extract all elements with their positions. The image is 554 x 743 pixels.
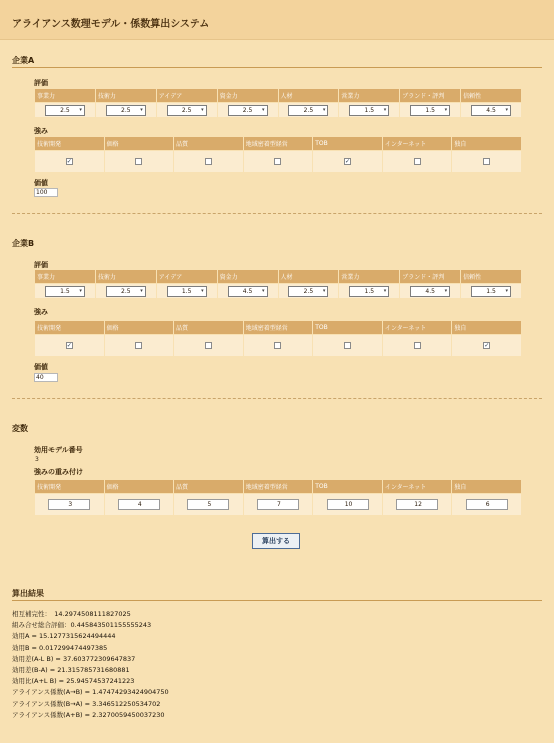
weight-input[interactable]: 7 xyxy=(257,499,299,510)
eval-header: 技術力 xyxy=(95,89,156,103)
result-line: アライアンス係数(A+B) = 2.3270059450037230 xyxy=(12,710,165,719)
eval-select[interactable]: 1.5 ▾ xyxy=(349,286,389,297)
eval-select[interactable]: 2.5 ▾ xyxy=(45,105,85,116)
weight-input[interactable]: 4 xyxy=(118,499,160,510)
strength-checkbox[interactable] xyxy=(483,158,490,165)
eval-select[interactable]: 2.5 ▾ xyxy=(106,286,146,297)
chevron-down-icon: ▾ xyxy=(383,287,387,294)
section-divider xyxy=(12,67,542,68)
result-line: アライアンス係数(A→B) = 1.47474293424904750 xyxy=(12,688,169,697)
strength-header: 地域密着型経営 xyxy=(243,137,313,151)
result-line: 効用比(A+L B) = 25.94574537241223 xyxy=(12,677,135,686)
result-line: 効用差(B-A) = 21.315785731680881 xyxy=(12,666,130,675)
strength-checkbox[interactable] xyxy=(135,158,142,165)
result-line: 組み合せ総合評価：0.445843501155555243 xyxy=(12,621,152,630)
strength-header: 独自 xyxy=(452,321,522,335)
strength-header: TOB xyxy=(313,137,383,151)
strength-header: 品質 xyxy=(174,137,244,151)
eval-select[interactable]: 1.5 ▾ xyxy=(167,286,207,297)
strength-checkbox[interactable] xyxy=(344,342,351,349)
eval-select[interactable]: 2.5 ▾ xyxy=(106,105,146,116)
company-a-strength-table xyxy=(34,136,522,173)
weight-header: 価格 xyxy=(104,480,174,494)
strength-checkbox[interactable]: ✓ xyxy=(66,342,72,349)
section-separator xyxy=(12,213,542,214)
strength-checkbox[interactable]: ✓ xyxy=(345,158,351,165)
eval-select[interactable]: 1.5 ▾ xyxy=(471,286,511,297)
chevron-down-icon: ▾ xyxy=(322,287,326,294)
strength-header: 価格 xyxy=(104,321,174,335)
eval-select[interactable]: 2.5 ▾ xyxy=(167,105,207,116)
weight-label: 強みの重み付け xyxy=(34,468,83,476)
eval-header: 信頼性 xyxy=(461,270,522,284)
eval-header: 信頼性 xyxy=(461,89,522,103)
result-line: 効用差(A-L B) = 37.603772309647837 xyxy=(12,654,136,663)
strength-checkbox[interactable] xyxy=(205,158,212,165)
strength-header: 地域密着型経営 xyxy=(243,321,313,335)
eval-header: 人材 xyxy=(278,89,339,103)
eval-header: 事業力 xyxy=(35,270,96,284)
eval-header: 資金力 xyxy=(217,270,278,284)
strength-checkbox[interactable] xyxy=(414,158,421,165)
eval-select[interactable]: 4.5 ▾ xyxy=(228,286,268,297)
strength-header: 独自 xyxy=(452,137,522,151)
weight-header: 地域密着型経営 xyxy=(243,480,313,494)
chevron-down-icon: ▾ xyxy=(79,106,82,113)
eval-header: 営業力 xyxy=(339,270,400,284)
eval-header: ブランド・評判 xyxy=(400,270,461,284)
eval-header: 事業力 xyxy=(35,89,96,103)
eval-header: 資金力 xyxy=(217,89,278,103)
company-a-strength-label: 強み xyxy=(34,127,48,135)
weight-input[interactable]: 5 xyxy=(187,499,229,510)
eval-select[interactable]: 1.5 ▾ xyxy=(349,105,389,116)
eval-header: 人材 xyxy=(278,270,339,284)
strength-checkbox[interactable] xyxy=(274,342,281,349)
eval-select[interactable]: 4.5 ▾ xyxy=(410,286,450,297)
result-line: 相互補完性： 14.2974508111827025 xyxy=(12,610,131,618)
weight-input[interactable]: 10 xyxy=(327,499,369,510)
strength-header: インターネット xyxy=(382,137,452,151)
eval-select[interactable]: 1.5 ▾ xyxy=(45,286,85,297)
weight-input[interactable]: 6 xyxy=(466,499,508,510)
strength-checkbox[interactable]: ✓ xyxy=(484,342,490,349)
eval-select[interactable]: 2.5 ▾ xyxy=(228,105,268,116)
weight-input[interactable]: 12 xyxy=(396,499,438,510)
strength-checkbox[interactable]: ✓ xyxy=(66,158,72,165)
weight-header: 品質 xyxy=(174,480,244,494)
results-list xyxy=(12,609,169,721)
chevron-down-icon: ▾ xyxy=(79,287,82,294)
eval-select[interactable]: 4.5 ▾ xyxy=(471,105,511,116)
result-line: 効用B = 0.017299474497385 xyxy=(12,643,108,652)
strength-header: インターネット xyxy=(382,321,452,335)
strength-header: 技術開発 xyxy=(35,137,105,151)
weight-header: インターネット xyxy=(382,480,452,494)
company-b-eval-table xyxy=(34,269,522,299)
weight-input[interactable]: 3 xyxy=(48,499,90,510)
strength-header: 技術開発 xyxy=(35,321,105,335)
chevron-down-icon: ▾ xyxy=(505,106,509,113)
strength-header: 品質 xyxy=(174,321,244,335)
chevron-down-icon: ▾ xyxy=(505,287,509,294)
company-b-strength-table xyxy=(34,320,522,357)
strength-checkbox[interactable] xyxy=(135,342,142,349)
company-b-strength-label: 強み xyxy=(34,308,48,316)
chevron-down-icon: ▾ xyxy=(444,287,448,294)
eval-header: アイデア xyxy=(156,89,217,103)
eval-select[interactable]: 2.5 ▾ xyxy=(288,286,328,297)
weight-table xyxy=(34,479,522,516)
chevron-down-icon: ▾ xyxy=(140,106,143,113)
chevron-down-icon: ▾ xyxy=(322,106,326,113)
calculate-button[interactable]: 算出する xyxy=(252,533,300,549)
chevron-down-icon: ▾ xyxy=(383,106,387,113)
chevron-down-icon: ▾ xyxy=(262,106,265,113)
results-title: 算出結果 xyxy=(12,589,44,598)
eval-header: 営業力 xyxy=(339,89,400,103)
model-no-input[interactable]: 3 xyxy=(35,456,39,463)
weight-header: 独自 xyxy=(452,480,522,494)
company-a-title: 企業A xyxy=(12,56,35,65)
variables-title: 変数 xyxy=(12,424,28,433)
company-b-title: 企業B xyxy=(12,239,35,248)
app-title: アライアンス数理モデル・係数算出システム xyxy=(0,0,554,40)
eval-select[interactable]: 2.5 ▾ xyxy=(288,105,328,116)
result-line: 効用A = 15.1277315624494444 xyxy=(12,632,116,641)
company-b-eval-label: 評価 xyxy=(34,261,48,269)
chevron-down-icon: ▾ xyxy=(201,287,204,294)
section-separator xyxy=(12,398,542,399)
weight-header: TOB xyxy=(313,480,383,494)
company-a-value-input[interactable]: 100 xyxy=(34,188,58,197)
company-a-value-label: 価値 xyxy=(34,179,48,187)
eval-header: ブランド・評判 xyxy=(400,89,461,103)
company-b-value-label: 価値 xyxy=(34,363,48,371)
model-no-label: 効用モデル番号 xyxy=(34,446,83,454)
chevron-down-icon: ▾ xyxy=(262,287,265,294)
chevron-down-icon: ▾ xyxy=(140,287,143,294)
chevron-down-icon: ▾ xyxy=(201,106,204,113)
weight-header: 技術開発 xyxy=(35,480,105,494)
strength-checkbox[interactable] xyxy=(414,342,421,349)
eval-header: 技術力 xyxy=(95,270,156,284)
section-divider xyxy=(12,600,542,601)
strength-checkbox[interactable] xyxy=(205,342,212,349)
eval-header: アイデア xyxy=(156,270,217,284)
eval-select[interactable]: 1.5 ▾ xyxy=(410,105,450,116)
strength-header: 価格 xyxy=(104,137,174,151)
result-line: アライアンス係数(B→A) = 3.346512250534702 xyxy=(12,699,161,708)
chevron-down-icon: ▾ xyxy=(444,106,448,113)
strength-checkbox[interactable] xyxy=(274,158,281,165)
company-a-eval-table xyxy=(34,88,522,118)
company-a-eval-label: 評価 xyxy=(34,79,48,87)
company-b-value-input[interactable]: 40 xyxy=(34,373,58,382)
strength-header: TOB xyxy=(313,321,383,335)
